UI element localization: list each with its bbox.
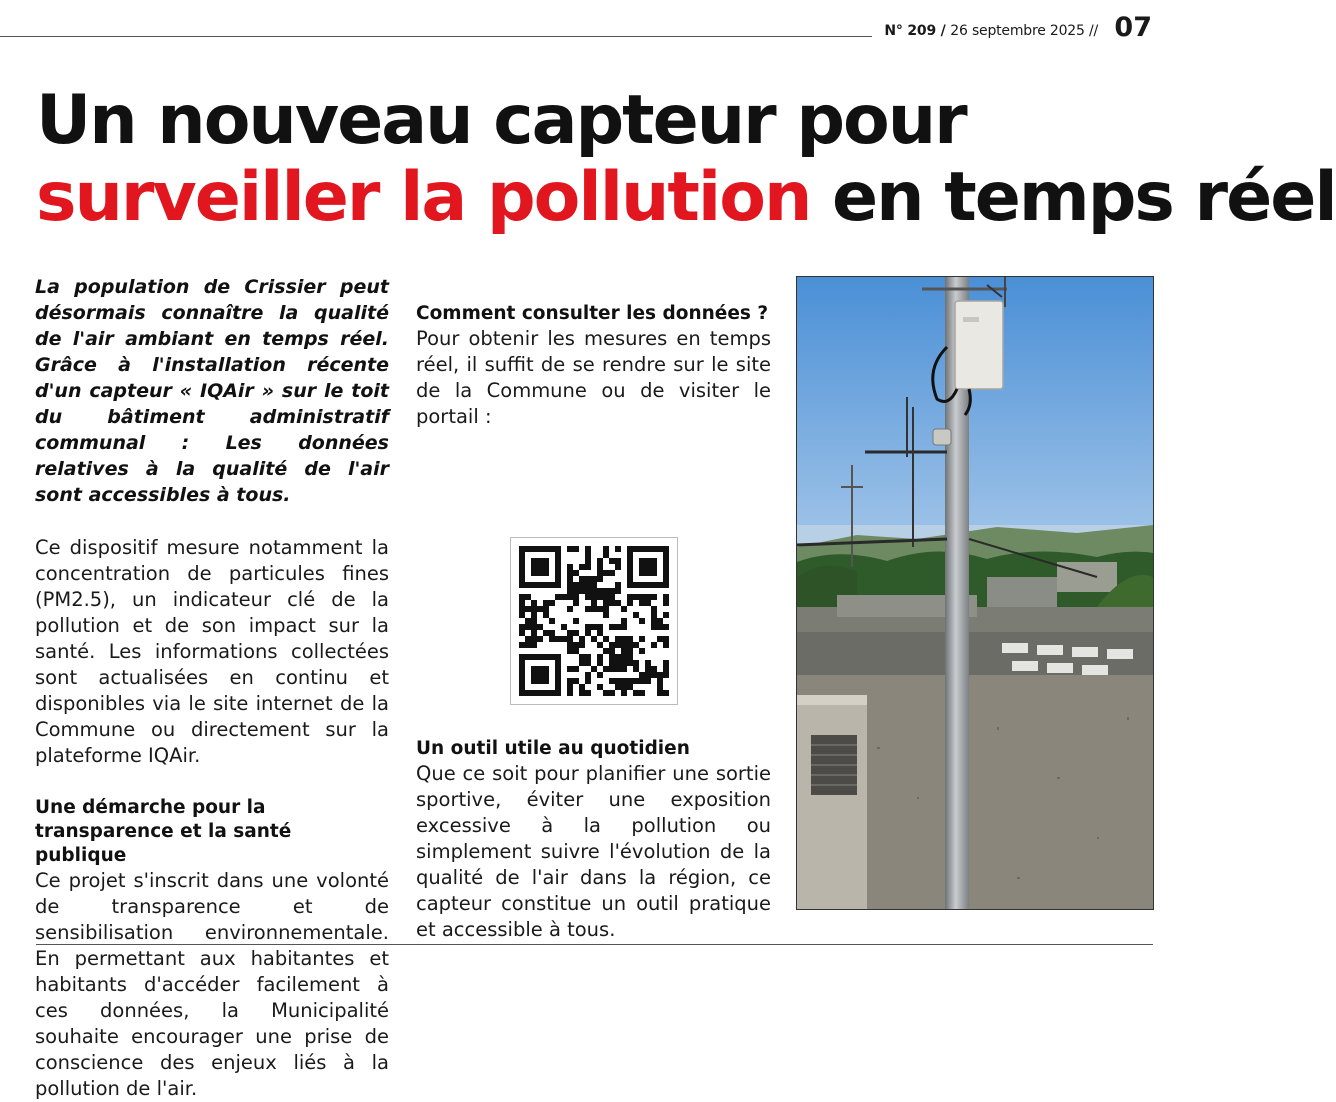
section-title-consulter: Comment consulter les données ? [416,303,769,324]
headline-highlight: surveiller la pollution [36,158,811,237]
article-paragraph: Ce dispositif mesure notamment la concentration de particules fines (PM2.5), un indicateur clé de la pollution et de son impact sur la santé. Les informations collectées sont actualisées en continu et disponibles via le site internet de la Commune ou directement sur la plateforme IQAir. [35,536,389,767]
section-text-transparence: Ce projet s'inscrit dans une volonté de transparence et de sensibilisation environnementale. En permettant aux habitantes et habitants d'accéder facilement à ces données, la Municipalité souhaite encourager une prise de conscience des enjeux liés à la pollution de l'air. [35,869,389,1100]
section-text-consulter: Pour obtenir les mesures en temps réel, il suffit de se rendre sur le site de la Commune ou de visiter le portail : [416,327,771,428]
section-text-outil: Que ce soit pour planifier une sortie sportive, éviter une exposition excessive à la pollution ou simplement suivre l'évolution de la qualité de l'air dans la région, ce capteur constitue un outil pratique et accessible à tous. [416,762,771,941]
article-column-1 [35,274,389,1102]
section-title-outil: Un outil utile au quotidien [416,738,690,759]
bottom-rule [36,944,1153,945]
top-rule [0,36,872,37]
issue-info [884,23,1098,39]
qr-code[interactable] [510,537,678,705]
issue-number: N° 209 / [884,23,946,39]
article-column-3 [416,737,771,943]
article-lead: La population de Crissier peut désormais connaître la qualité de l'air ambiant en temps réel. Grâce à l'installation récente d'un capteur « IQAir » sur le toit du bâtiment administratif communal : Les données relatives à la qualité de l'air sont accessibles à tous. [35,276,389,506]
qr-code-graphic [519,546,669,696]
rooftop-sensor-illustration [797,277,1153,909]
section-title-transparence: Une démarche pour la transparence et la santé publique [35,797,292,866]
headline-line2-rest: en temps réel [810,158,1336,237]
issue-date: 26 septembre 2025 // [950,23,1098,39]
sensor-photo [796,276,1154,910]
page-number: 07 [1114,12,1152,43]
headline [36,82,1336,236]
article-column-2 [416,274,771,430]
headline-line1: Un nouveau capteur pour [36,81,966,160]
